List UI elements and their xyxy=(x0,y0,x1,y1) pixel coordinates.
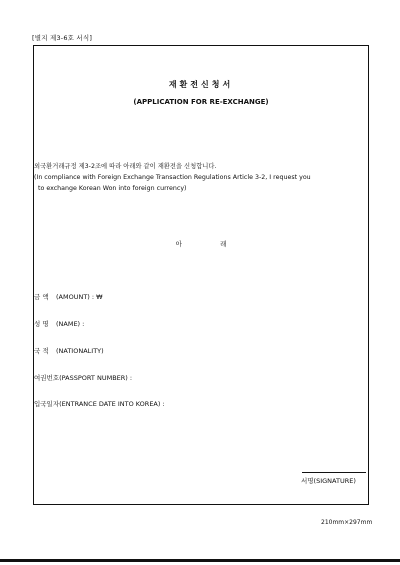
signature-line[interactable] xyxy=(302,472,366,473)
form-title-english: (APPLICATION FOR RE-EXCHANGE) xyxy=(133,98,269,106)
nationality-label-english: (NATIONALITY) xyxy=(56,347,104,355)
entry-date-field[interactable] xyxy=(34,399,165,408)
bottom-border-bar xyxy=(0,559,400,562)
amount-field[interactable] xyxy=(34,292,103,301)
name-label-english: (NAME) : xyxy=(56,320,85,328)
intro-statement xyxy=(34,161,364,194)
form-title-korean: 재환전신청서 xyxy=(168,80,234,89)
passport-number-field[interactable] xyxy=(34,373,132,382)
form-number-label: [별지 제3-6호 서식] xyxy=(32,34,93,42)
name-field[interactable] xyxy=(34,319,84,328)
name-label-korean: 성 명 xyxy=(34,320,49,328)
nationality-label-korean: 국 적 xyxy=(34,347,49,355)
below-heading-char-1: 아 xyxy=(175,240,182,248)
below-heading xyxy=(34,239,368,248)
passport-number-label: 여권번호(PASSPORT NUMBER) : xyxy=(34,374,133,382)
amount-label-english: (AMOUNT) : ₩ xyxy=(56,293,103,301)
entry-date-label: 입국일자(ENTRANCE DATE INTO KOREA) : xyxy=(34,400,165,408)
intro-line-english-2: to exchange Korean Won into foreign currency) xyxy=(38,185,187,192)
nationality-field[interactable] xyxy=(34,346,104,355)
intro-line-korean: 외국환거래규정 제3-2조에 따라 아래와 같이 재환전을 신청합니다. xyxy=(34,163,217,170)
signature-label: 서명(SIGNATURE) xyxy=(301,477,356,485)
intro-line-english-1: (In compliance with Foreign Exchange Transaction Regulations Article 3-2, I request you xyxy=(34,174,311,181)
amount-label-korean: 금 액 xyxy=(34,293,49,301)
form-frame xyxy=(33,45,369,505)
paper-size-label: 210mm×297mm xyxy=(321,519,373,526)
below-heading-char-2: 래 xyxy=(220,240,227,248)
